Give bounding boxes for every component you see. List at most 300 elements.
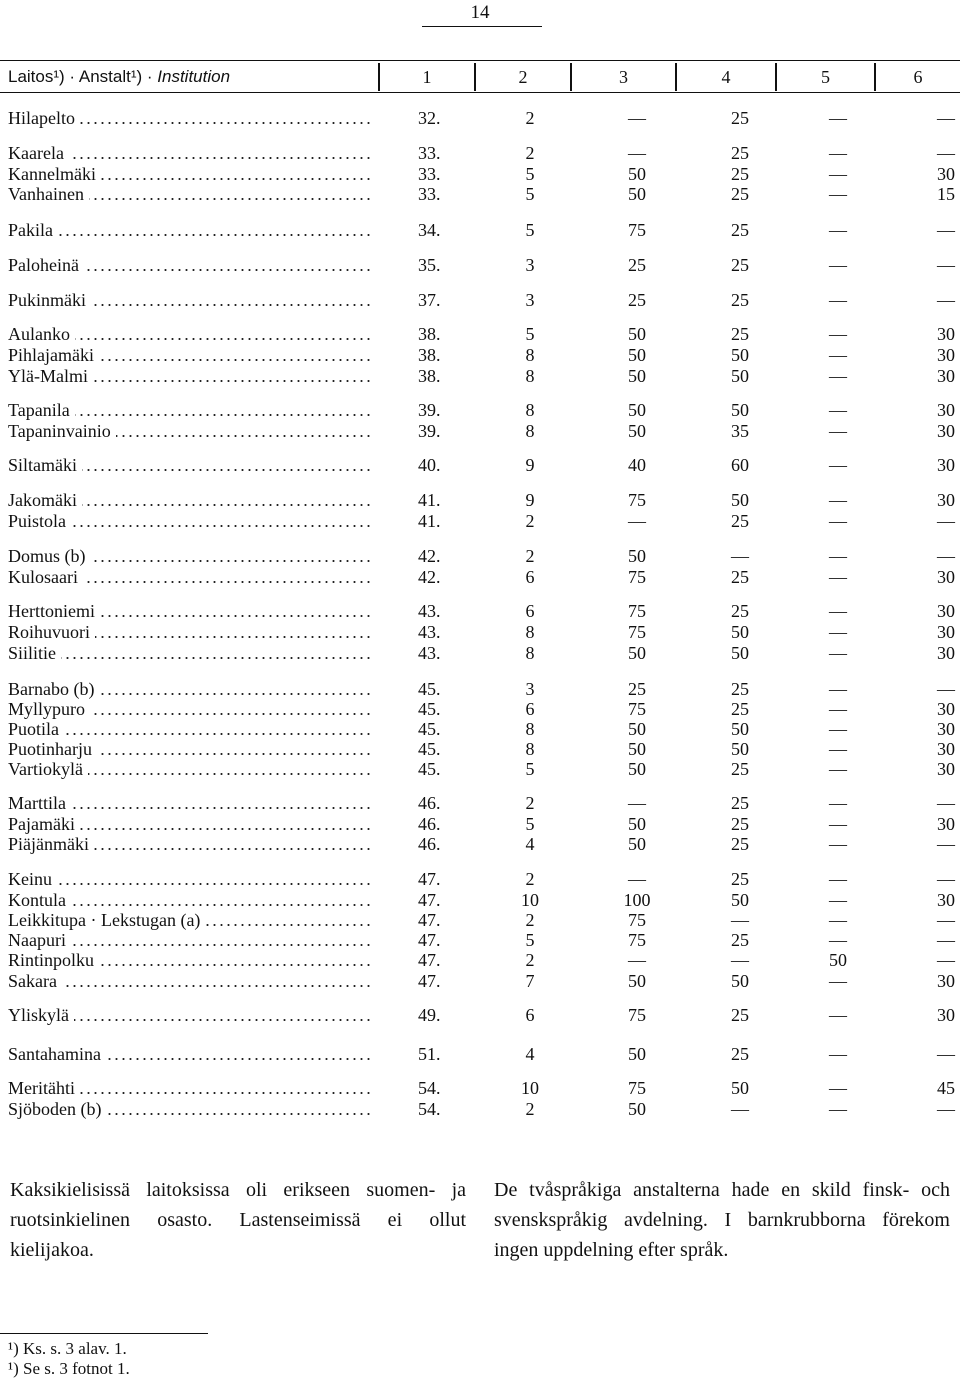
institution-name: Myllypuro — [8, 699, 90, 719]
cell-col-3: 50 — [628, 719, 646, 739]
table-row — [0, 1044, 960, 1065]
cell-col-5: — — [829, 622, 847, 642]
institution-name: Puistola — [8, 511, 71, 531]
cell-col-3: 75 — [628, 567, 646, 587]
cell-col-4: 25 — [731, 1044, 749, 1064]
cell-col-4: 25 — [731, 869, 749, 889]
cell-col-4: 60 — [731, 455, 749, 475]
cell-col-5: — — [829, 679, 847, 699]
institution-name: Siilitie — [8, 643, 61, 663]
cell-col-5: — — [829, 143, 847, 163]
cell-col-1: 33. — [418, 184, 441, 204]
cell-col-1: 47. — [418, 869, 441, 889]
cell-col-1: 38. — [418, 366, 441, 386]
note-swedish: De tvåspråkiga anstalterna hade en skild finsk- och svenskspråkig avdelning. I barnkrubborna förekom ingen uppdelning efter språk. — [494, 1179, 950, 1261]
cell-col-1: 46. — [418, 793, 441, 813]
cell-col-2: 5 — [525, 164, 535, 184]
header-institution-label — [8, 63, 230, 91]
cell-col-6: 30 — [937, 455, 955, 475]
cell-col-2: 5 — [525, 220, 535, 240]
cell-col-5: — — [829, 971, 847, 991]
cell-col-4: 25 — [731, 511, 749, 531]
institution-name: Leikkitupa · Lekstugan (a) — [8, 910, 205, 930]
page-number-rule — [422, 26, 542, 27]
cell-col-1: 49. — [418, 1005, 441, 1025]
cell-col-1: 47. — [418, 930, 441, 950]
cell-col-3: 50 — [628, 400, 646, 420]
table-row — [0, 930, 960, 951]
table-row — [0, 143, 960, 164]
cell-col-5: — — [829, 324, 847, 344]
institution-name-cell — [8, 345, 370, 366]
cell-col-2: 8 — [525, 400, 535, 420]
cell-col-2: 8 — [525, 366, 535, 386]
cell-col-6: — — [937, 930, 955, 950]
cell-col-3: 50 — [628, 814, 646, 834]
cell-col-2: 6 — [525, 601, 535, 621]
institution-name-cell — [8, 719, 370, 740]
institution-name: Ylä-Malmi — [8, 366, 93, 386]
cell-col-2: 9 — [525, 455, 535, 475]
cell-col-2: 5 — [525, 814, 535, 834]
institution-name: Roihuvuori — [8, 622, 95, 642]
cell-col-6: 30 — [937, 759, 955, 779]
cell-col-5: — — [829, 834, 847, 854]
cell-col-1: 39. — [418, 400, 441, 420]
cell-col-6: 45 — [937, 1078, 955, 1098]
table-row — [0, 455, 960, 476]
cell-col-3: 50 — [628, 834, 646, 854]
institution-name-cell — [8, 143, 370, 164]
cell-col-2: 9 — [525, 490, 535, 510]
cell-col-2: 3 — [525, 255, 535, 275]
institution-name: Pihlajamäki — [8, 345, 99, 365]
institution-name-cell — [8, 601, 370, 622]
institution-name: Puotinharju — [8, 739, 97, 759]
cell-col-3: — — [628, 950, 646, 970]
institution-name: Kulosaari — [8, 567, 83, 587]
cell-col-3: 50 — [628, 345, 646, 365]
cell-col-6: — — [937, 1099, 955, 1119]
cell-col-3: 75 — [628, 910, 646, 930]
cell-col-2: 8 — [525, 622, 535, 642]
institution-name: Aulanko — [8, 324, 75, 344]
cell-col-4: — — [731, 546, 749, 566]
institution-name-cell — [8, 890, 370, 911]
cell-col-4: 50 — [731, 345, 749, 365]
cell-col-6: 30 — [937, 699, 955, 719]
cell-col-5: — — [829, 890, 847, 910]
institution-name: Domus (b) — [8, 546, 91, 566]
cell-col-6: 30 — [937, 622, 955, 642]
cell-col-1: 54. — [418, 1078, 441, 1098]
cell-col-3: 75 — [628, 490, 646, 510]
cell-col-3: — — [628, 108, 646, 128]
cell-col-2: 2 — [525, 108, 535, 128]
institution-name-cell — [8, 421, 370, 442]
cell-col-4: 25 — [731, 759, 749, 779]
cell-col-6: 30 — [937, 164, 955, 184]
cell-col-3: 75 — [628, 1005, 646, 1025]
cell-col-3: 50 — [628, 759, 646, 779]
cell-col-3: 50 — [628, 971, 646, 991]
table-row — [0, 290, 960, 311]
cell-col-5: — — [829, 759, 847, 779]
institution-name-cell — [8, 739, 370, 760]
institution-name: Sjöboden (b) — [8, 1099, 107, 1119]
cell-col-5: — — [829, 1099, 847, 1119]
cell-col-2: 8 — [525, 739, 535, 759]
cell-col-2: 8 — [525, 421, 535, 441]
footnote-1 — [8, 1339, 127, 1359]
cell-col-3: 50 — [628, 643, 646, 663]
cell-col-3: 50 — [628, 1099, 646, 1119]
table-row — [0, 622, 960, 643]
cell-col-1: 38. — [418, 324, 441, 344]
cell-col-5: — — [829, 108, 847, 128]
institution-name: Vanhainen — [8, 184, 89, 204]
cell-col-5: — — [829, 546, 847, 566]
cell-col-1: 45. — [418, 759, 441, 779]
institution-name: Rintinpolku — [8, 950, 99, 970]
cell-col-6: — — [937, 679, 955, 699]
table-row — [0, 324, 960, 345]
cell-col-2: 2 — [525, 546, 535, 566]
cell-col-4: 50 — [731, 739, 749, 759]
cell-col-1: 47. — [418, 971, 441, 991]
cell-col-4: 25 — [731, 699, 749, 719]
header-bottom-rule — [0, 92, 960, 93]
cell-col-4: 25 — [731, 220, 749, 240]
col-header-6: 6 — [913, 67, 923, 87]
cell-col-1: 42. — [418, 546, 441, 566]
cell-col-4: 25 — [731, 930, 749, 950]
cell-col-4: 25 — [731, 567, 749, 587]
institution-name: Kannelmäki — [8, 164, 101, 184]
cell-col-3: — — [628, 143, 646, 163]
cell-col-6: — — [937, 255, 955, 275]
cell-col-4: 25 — [731, 1005, 749, 1025]
footnote-mark: ¹) — [8, 1339, 19, 1358]
cell-col-6: 30 — [937, 971, 955, 991]
page-number: 14 — [470, 2, 490, 23]
cell-col-4: 25 — [731, 184, 749, 204]
institution-name: Kontula — [8, 890, 71, 910]
cell-col-3: 40 — [628, 455, 646, 475]
footnote-text: Ks. s. 3 alav. 1. — [23, 1339, 127, 1358]
footnote-2 — [8, 1359, 130, 1379]
cell-col-3: 50 — [628, 164, 646, 184]
table-row — [0, 164, 960, 185]
table-row — [0, 814, 960, 835]
institution-name-cell — [8, 834, 370, 855]
cell-col-3: 75 — [628, 601, 646, 621]
cell-col-5: — — [829, 345, 847, 365]
table-row — [0, 890, 960, 911]
cell-col-4: 50 — [731, 643, 749, 663]
institution-name-cell — [8, 546, 370, 567]
institution-name-cell — [8, 930, 370, 951]
table-row — [0, 220, 960, 241]
cell-col-5: — — [829, 739, 847, 759]
cell-col-2: 5 — [525, 930, 535, 950]
institution-name-cell — [8, 220, 370, 241]
cell-col-6: 30 — [937, 601, 955, 621]
table-row — [0, 511, 960, 532]
institution-name-cell — [8, 699, 370, 720]
table-row — [0, 400, 960, 421]
cell-col-2: 5 — [525, 324, 535, 344]
cell-col-1: 46. — [418, 834, 441, 854]
cell-col-6: — — [937, 910, 955, 930]
table-row — [0, 255, 960, 276]
cell-col-5: — — [829, 184, 847, 204]
cell-col-5: — — [829, 164, 847, 184]
cell-col-5: — — [829, 1078, 847, 1098]
cell-col-3: — — [628, 869, 646, 889]
institution-name-cell — [8, 108, 370, 129]
institution-name: Puotila — [8, 719, 64, 739]
cell-col-4: 25 — [731, 814, 749, 834]
cell-col-4: 25 — [731, 601, 749, 621]
cell-col-5: — — [829, 869, 847, 889]
institution-name-cell — [8, 1005, 370, 1026]
header-top-rule — [0, 60, 960, 61]
cell-col-6: 30 — [937, 421, 955, 441]
institution-name: Yliskylä — [8, 1005, 74, 1025]
cell-col-5: — — [829, 930, 847, 950]
cell-col-4: — — [731, 910, 749, 930]
cell-col-1: 35. — [418, 255, 441, 275]
cell-col-3: 25 — [628, 290, 646, 310]
institution-name-cell — [8, 400, 370, 421]
note-finnish: Kaksikielisissä laitoksissa oli erikseen suomen- ja ruotsinkielinen osasto. Lastenseimissä ei ollut kielijakoa. — [10, 1179, 466, 1261]
table-row — [0, 950, 960, 971]
cell-col-3: 50 — [628, 739, 646, 759]
institution-name-cell — [8, 490, 370, 511]
institution-name: Piäjänmäki — [8, 834, 94, 854]
cell-col-2: 2 — [525, 910, 535, 930]
table-row — [0, 759, 960, 780]
cell-col-6: 30 — [937, 490, 955, 510]
institution-name: Jakomäki — [8, 490, 82, 510]
table-row — [0, 1099, 960, 1120]
cell-col-4: 25 — [731, 324, 749, 344]
header-label-fi: Laitos¹) · Anstalt¹) · — [8, 67, 158, 86]
institution-name-cell — [8, 622, 370, 643]
cell-col-4: 50 — [731, 490, 749, 510]
cell-col-2: 10 — [521, 1078, 539, 1098]
cell-col-3: — — [628, 793, 646, 813]
cell-col-5: — — [829, 814, 847, 834]
cell-col-2: 2 — [525, 793, 535, 813]
table-row — [0, 910, 960, 931]
cell-col-1: 43. — [418, 601, 441, 621]
cell-col-4: 50 — [731, 890, 749, 910]
cell-col-5: — — [829, 1044, 847, 1064]
cell-col-1: 34. — [418, 220, 441, 240]
cell-col-3: 100 — [623, 890, 651, 910]
cell-col-6: — — [937, 511, 955, 531]
cell-col-6: 30 — [937, 345, 955, 365]
cell-col-6: 30 — [937, 719, 955, 739]
cell-col-4: 35 — [731, 421, 749, 441]
cell-col-4: — — [731, 950, 749, 970]
institution-name-cell — [8, 184, 370, 205]
cell-col-4: 50 — [731, 1078, 749, 1098]
cell-col-2: 4 — [525, 1044, 535, 1064]
table-row — [0, 793, 960, 814]
institution-name-cell — [8, 1078, 370, 1099]
cell-col-1: 41. — [418, 511, 441, 531]
cell-col-1: 37. — [418, 290, 441, 310]
cell-col-3: 50 — [628, 184, 646, 204]
cell-col-2: 2 — [525, 511, 535, 531]
institution-name-cell — [8, 324, 370, 345]
col-header-4: 4 — [721, 67, 731, 87]
cell-col-4: 50 — [731, 971, 749, 991]
cell-col-6: — — [937, 546, 955, 566]
cell-col-6: 30 — [937, 814, 955, 834]
cell-col-6: 30 — [937, 400, 955, 420]
table-row — [0, 345, 960, 366]
table-row — [0, 643, 960, 664]
table-row — [0, 490, 960, 511]
table-row — [0, 699, 960, 720]
institution-name-cell — [8, 1044, 370, 1065]
cell-col-2: 3 — [525, 290, 535, 310]
cell-col-6: — — [937, 143, 955, 163]
institution-name: Barnabo (b) — [8, 679, 99, 699]
cell-col-1: 47. — [418, 910, 441, 930]
cell-col-5: — — [829, 699, 847, 719]
institution-name-cell — [8, 793, 370, 814]
cell-col-4: 25 — [731, 679, 749, 699]
cell-col-1: 43. — [418, 622, 441, 642]
institution-name: Sakara — [8, 971, 62, 991]
institution-name-cell — [8, 164, 370, 185]
cell-col-1: 54. — [418, 1099, 441, 1119]
cell-col-6: 30 — [937, 366, 955, 386]
table-row — [0, 1078, 960, 1099]
cell-col-1: 40. — [418, 455, 441, 475]
institution-name: Tapanila — [8, 400, 75, 420]
cell-col-4: 25 — [731, 108, 749, 128]
cell-col-4: 25 — [731, 834, 749, 854]
cell-col-5: — — [829, 220, 847, 240]
cell-col-3: 75 — [628, 930, 646, 950]
cell-col-4: 50 — [731, 622, 749, 642]
table-row — [0, 184, 960, 205]
col-header-2: 2 — [518, 67, 528, 87]
cell-col-3: 50 — [628, 324, 646, 344]
cell-col-4: 25 — [731, 143, 749, 163]
institution-name: Tapaninvainio — [8, 421, 116, 441]
institution-name-cell — [8, 869, 370, 890]
table-row — [0, 601, 960, 622]
cell-col-2: 2 — [525, 1099, 535, 1119]
cell-col-1: 33. — [418, 164, 441, 184]
institution-name-cell — [8, 567, 370, 588]
institution-name: Marttila — [8, 793, 71, 813]
institution-name-cell — [8, 255, 370, 276]
cell-col-1: 45. — [418, 719, 441, 739]
cell-col-3: 25 — [628, 255, 646, 275]
cell-col-5: — — [829, 366, 847, 386]
cell-col-4: 50 — [731, 400, 749, 420]
cell-col-1: 32. — [418, 108, 441, 128]
cell-col-5: — — [829, 255, 847, 275]
cell-col-4: 25 — [731, 290, 749, 310]
header-label-en: Institution — [157, 67, 231, 86]
cell-col-6: — — [937, 793, 955, 813]
institution-name: Pukinmäki — [8, 290, 91, 310]
cell-col-2: 8 — [525, 643, 535, 663]
cell-col-2: 6 — [525, 699, 535, 719]
cell-col-3: 50 — [628, 1044, 646, 1064]
cell-col-1: 51. — [418, 1044, 441, 1064]
col-header-5: 5 — [821, 67, 830, 87]
cell-col-5: — — [829, 400, 847, 420]
cell-col-6: — — [937, 290, 955, 310]
cell-col-1: 46. — [418, 814, 441, 834]
cell-col-3: 50 — [628, 421, 646, 441]
table-row — [0, 421, 960, 442]
cell-col-6: — — [937, 869, 955, 889]
institution-name: Naapuri — [8, 930, 71, 950]
cell-col-5: — — [829, 421, 847, 441]
cell-col-1: 45. — [418, 699, 441, 719]
cell-col-4: 50 — [731, 719, 749, 739]
cell-col-2: 7 — [525, 971, 535, 991]
cell-col-1: 47. — [418, 950, 441, 970]
cell-col-6: 30 — [937, 643, 955, 663]
col-header-1: 1 — [422, 67, 432, 87]
institution-name-cell — [8, 366, 370, 387]
institution-name: Pakila — [8, 220, 58, 240]
cell-col-1: 42. — [418, 567, 441, 587]
cell-col-2: 2 — [525, 143, 535, 163]
institution-name: Santahamina — [8, 1044, 106, 1064]
cell-col-5: — — [829, 567, 847, 587]
cell-col-1: 33. — [418, 143, 441, 163]
cell-col-6: — — [937, 1044, 955, 1064]
cell-col-2: 8 — [525, 345, 535, 365]
cell-col-1: 43. — [418, 643, 441, 663]
cell-col-3: 75 — [628, 1078, 646, 1098]
table-row — [0, 366, 960, 387]
cell-col-5: — — [829, 643, 847, 663]
cell-col-3: 75 — [628, 220, 646, 240]
cell-col-6: — — [937, 834, 955, 854]
cell-col-1: 38. — [418, 345, 441, 365]
table-row — [0, 739, 960, 760]
institution-name-cell — [8, 679, 370, 700]
cell-col-3: — — [628, 511, 646, 531]
table-row — [0, 834, 960, 855]
institution-name: Siltamäki — [8, 455, 82, 475]
cell-col-5: — — [829, 455, 847, 475]
institution-name-cell — [8, 910, 370, 931]
footnote-rule — [0, 1333, 208, 1334]
table-row — [0, 546, 960, 567]
cell-col-2: 6 — [525, 1005, 535, 1025]
cell-col-2: 10 — [521, 890, 539, 910]
cell-col-5: — — [829, 601, 847, 621]
institution-name: Keinu — [8, 869, 57, 889]
cell-col-2: 2 — [525, 950, 535, 970]
cell-col-1: 45. — [418, 739, 441, 759]
